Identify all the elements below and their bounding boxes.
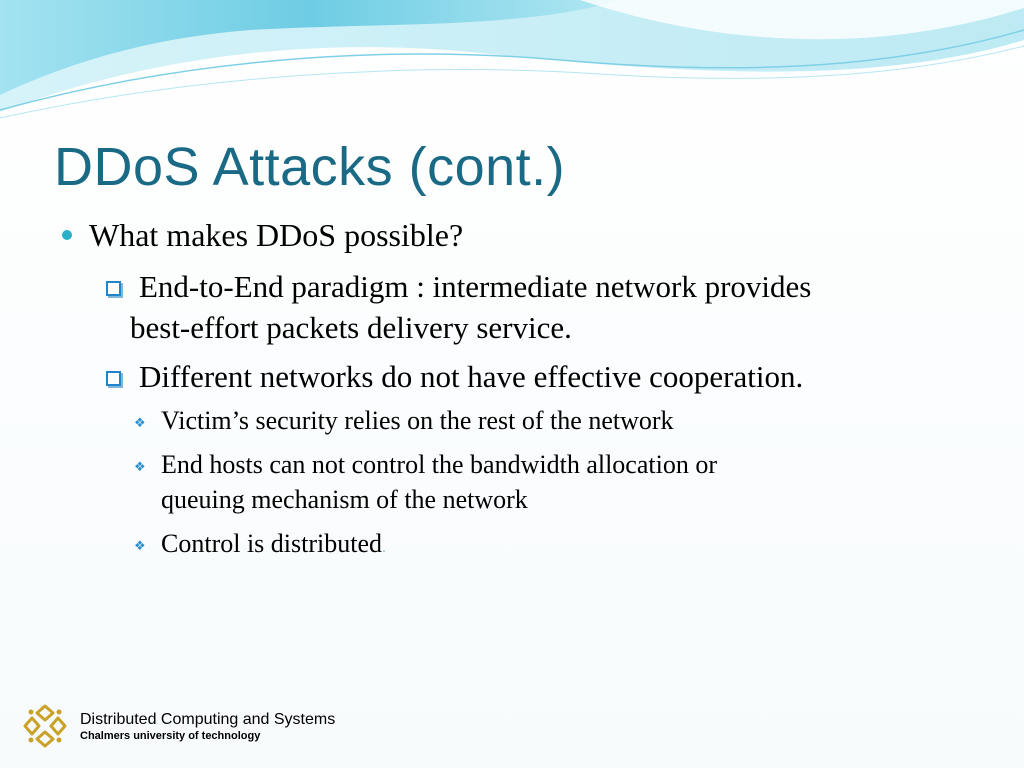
footer-org-subtitle: Chalmers university of technology [80, 730, 261, 742]
square-bullet-icon [106, 281, 121, 296]
circle-bullet-icon [62, 230, 72, 240]
sub-bullet-2-line2: queuing mechanism of the network [161, 485, 528, 514]
sub-bullet-3 [161, 529, 386, 559]
slide-title: DDoS Attacks (cont.) [54, 137, 566, 197]
sub-bullet-1: Victim’s security relies on the rest of the network [161, 406, 674, 435]
diamond-bullet-icon: ❖ [134, 460, 146, 475]
sub-bullet-2-line1: End hosts can not control the bandwidth allocation or [161, 450, 717, 479]
bullet-item2-text: Different networks do not have effective cooperation. [139, 359, 804, 394]
square-bullet-icon [106, 371, 121, 386]
diamond-bullet-icon: ❖ [134, 539, 146, 554]
sub-bullet-3-tail: . [382, 539, 386, 556]
bullet-level1-text: What makes DDoS possible? [89, 217, 464, 253]
footer-org-name: Distributed Computing and Systems [80, 711, 336, 728]
dcs-logo-icon [22, 703, 68, 749]
sub-bullet-3-text: Control is distributed [161, 529, 382, 558]
bullet-item1-line1: End-to-End paradigm : intermediate network provides [139, 269, 812, 304]
bullet-item1-line2: best-effort packets delivery service. [130, 310, 572, 345]
diamond-bullet-icon: ❖ [134, 416, 146, 431]
